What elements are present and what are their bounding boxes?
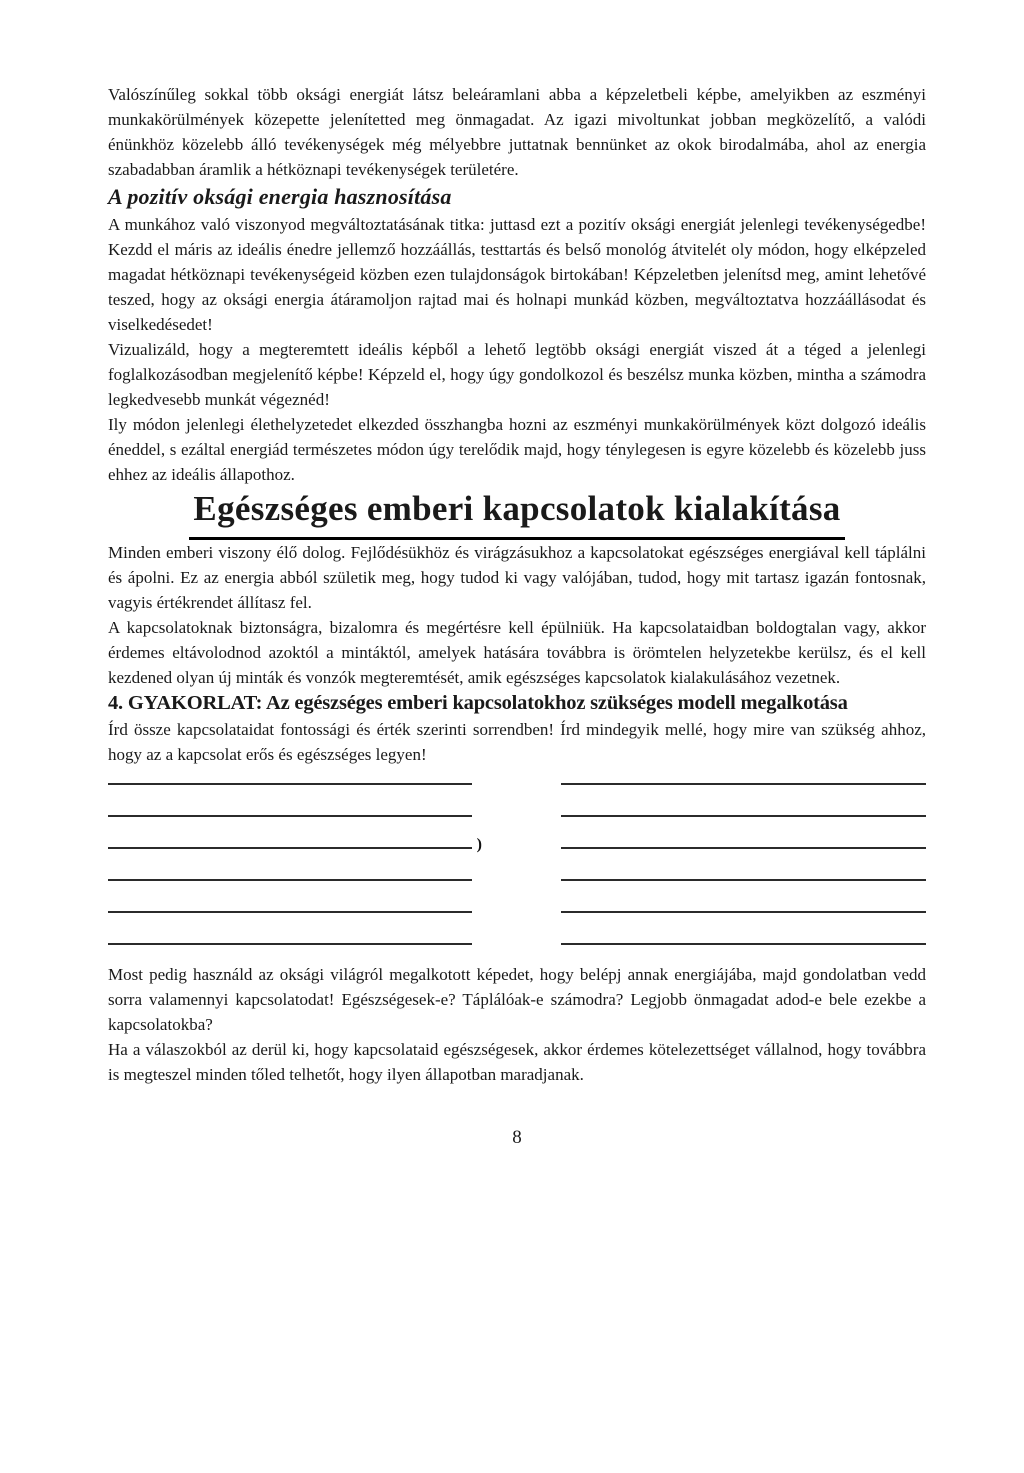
write-in-line [108,771,472,785]
intro-paragraph: Valószínűleg sokkal több oksági energiát látsz beleáramlani abba a képzeletbeli képbe, amelyikben az eszményi munkakörülmények közepette jelenítetted meg önmagadat. Az igazi mivoltunkat jobban megközelítő, a valódi énünkhöz közelebb álló tevékenységek még mélyebbre juttatnak bennünket az okok birodalmába, ahol az energia szabadabban áramlik a hétköznapi tevékenységek területére. [108,85,926,179]
write-in-column-left [108,771,482,945]
closing-paragraph: Ha a válaszokból az derül ki, hogy kapcsolataid egészségesek, akkor érdemes kötelezettséget vállalnod, hogy továbbra is megteszel minden tőled telhetőt, hogy ilyen állapotban maradjanak. [108,1040,926,1084]
write-in-line [561,785,926,817]
exercise-instruction: Írd össze kapcsolataidat fontossági és érték szerinti sorrendben! Írd mindegyik mellé, hogy mire van szükség ahhoz, hogy az a kapcsolat erős és egészséges legyen! [108,720,926,764]
paragraph: A kapcsolatoknak biztonságra, bizalomra és megértésre kell épülniük. Ha kapcsolataidban boldogtalan vagy, akkor érdemes eltávolodnod azoktól a mintáktól, amelyek hatására továbbra is örömtelen helyzetekbe kerülsz, és el kell kezdened olyan új minták és vonzók megteremtését, amik egészséges kapcsolatok kialakulásához vezetnek. [108,618,926,687]
write-in-line [108,817,482,853]
chapter-heading-relationships: Egészséges emberi kapcsolatok kialakítása [189,487,844,540]
write-in-line [108,913,472,945]
paragraph: Ily módon jelenlegi élethelyzetedet elkezded összhangba hozni az eszményi munkakörülmények közt dolgozó ideális éneddel, s ezáltal energiád természetes módon úgy terelődik majd, hogy ténylegesen is egyre közelebb és közelebb juss ehhez az ideális állapothoz. [108,415,926,484]
write-in-line [108,785,472,817]
write-in-lines-section [108,771,926,945]
page-number: 8 [512,1127,522,1148]
write-in-line [561,817,926,849]
stray-print-mark: ) [476,836,482,853]
write-in-line [561,881,926,913]
write-in-column-right [561,771,926,945]
page-content [108,0,926,1149]
write-in-line [108,849,472,881]
paragraph: Vizualizáld, hogy a megteremtett ideális képből a lehető legtöbb oksági energiát viszed át a téged a jelenlegi foglalkozásodban megjelenítő képbe! Képzeld el, hogy úgy gondolkozol és beszélsz munka közben, mintha a számodra legkedvesebb munkát végeznéd! [108,340,926,409]
exercise-heading: 4. GYAKORLAT: Az egészséges emberi kapcsolatokhoz szükséges modell megalkotása [108,692,848,714]
chapter-heading-wrap [108,487,926,540]
closing-paragraph: Most pedig használd az oksági világról megalkotott képedet, hogy belépj annak energiájába, majd gondolatban vedd sorra valamennyi kapcsolatodat! Egészségesek-e? Táplálóak-e számodra? Legjobb önmagadat adod-e bele ezekbe a kapcsolatokba? [108,965,926,1034]
write-in-line [561,771,926,785]
section-heading-positive-energy: A pozitív oksági energia hasznosítása [108,184,452,209]
write-in-line [108,881,472,913]
paragraph: Minden emberi viszony élő dolog. Fejlődésükhöz és virágzásukhoz a kapcsolatokat egészséges energiával kell táplálni és ápolni. Ez az energia abból születik meg, hogy tudod ki vagy valójában, tudod, hogy mit tartasz igazán fontosnak, vagyis értékrendet állítasz fel. [108,543,926,612]
write-in-line [561,913,926,945]
write-in-line [561,849,926,881]
paragraph: A munkához való viszonyod megváltoztatásának titka: juttasd ezt a pozitív oksági energiát jelenlegi tevékenységedbe! Kezdd el máris az ideális énedre jellemző hozzáállás, testtartás és belső monológ átvitelét oly módon, hogy elképzeled magadat hétköznapi tevékenységeid közben ezen tulajdonságok birtokában! Képzeletben jelenítsd meg, amint lehetővé teszed, hogy az oksági energia átáramoljon rajtad mai és holnapi munkád közben, megváltoztatva hozzáállásodat és viselkedésedet! [108,215,926,334]
